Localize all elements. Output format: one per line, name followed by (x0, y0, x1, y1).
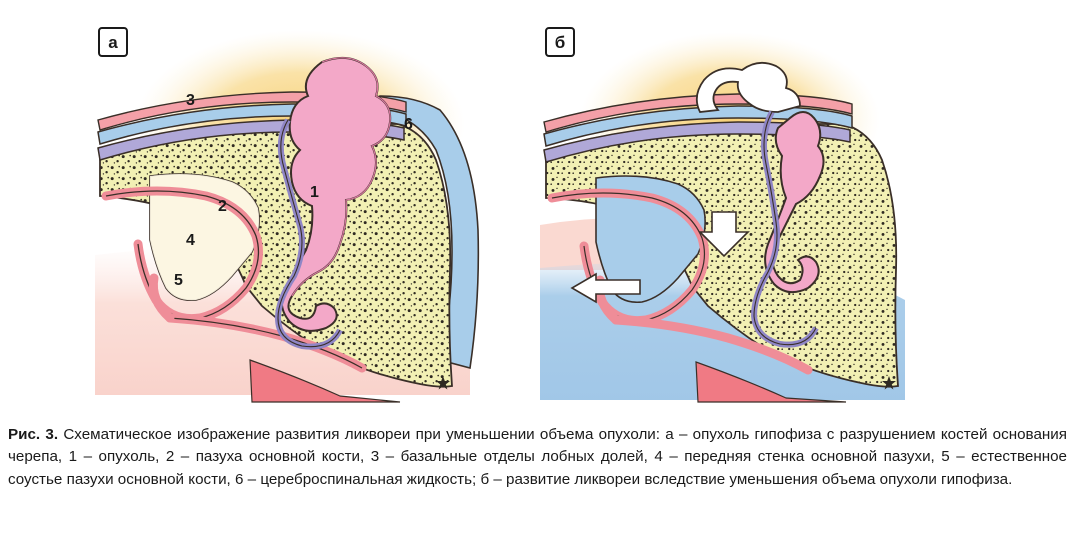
callout-4: 4 (186, 232, 195, 249)
panel-a-graphic (95, 30, 478, 402)
panel-label-a: а (98, 27, 128, 57)
panel-label-b: б (545, 27, 575, 57)
figure-number: Рис. 3. (8, 426, 59, 443)
callout-5: 5 (174, 272, 183, 289)
figure-caption (8, 424, 1067, 491)
callout-6: 6 (404, 116, 413, 133)
callout-1: 1 (310, 184, 319, 201)
panel-b-graphic (540, 32, 905, 402)
figure-caption-text: Схематическое изображение развития ликвореи при уменьшении объема опухоли: а – опухоль гипофиза с разрушением костей основания черепа, 1 – опухоль, 2 – пазуха основной кости, 3 – базальные отделы лобных долей, 4 – передняя стенка основной пазухи, 5 – естественное соустье пазухи основной кости, 6 – цереброспинальная жидкость; б – развитие ликвореи вследствие уменьшения объема опухоли гипофиза. (8, 426, 1067, 488)
callout-3: 3 (186, 92, 195, 109)
callout-2: 2 (218, 198, 227, 215)
